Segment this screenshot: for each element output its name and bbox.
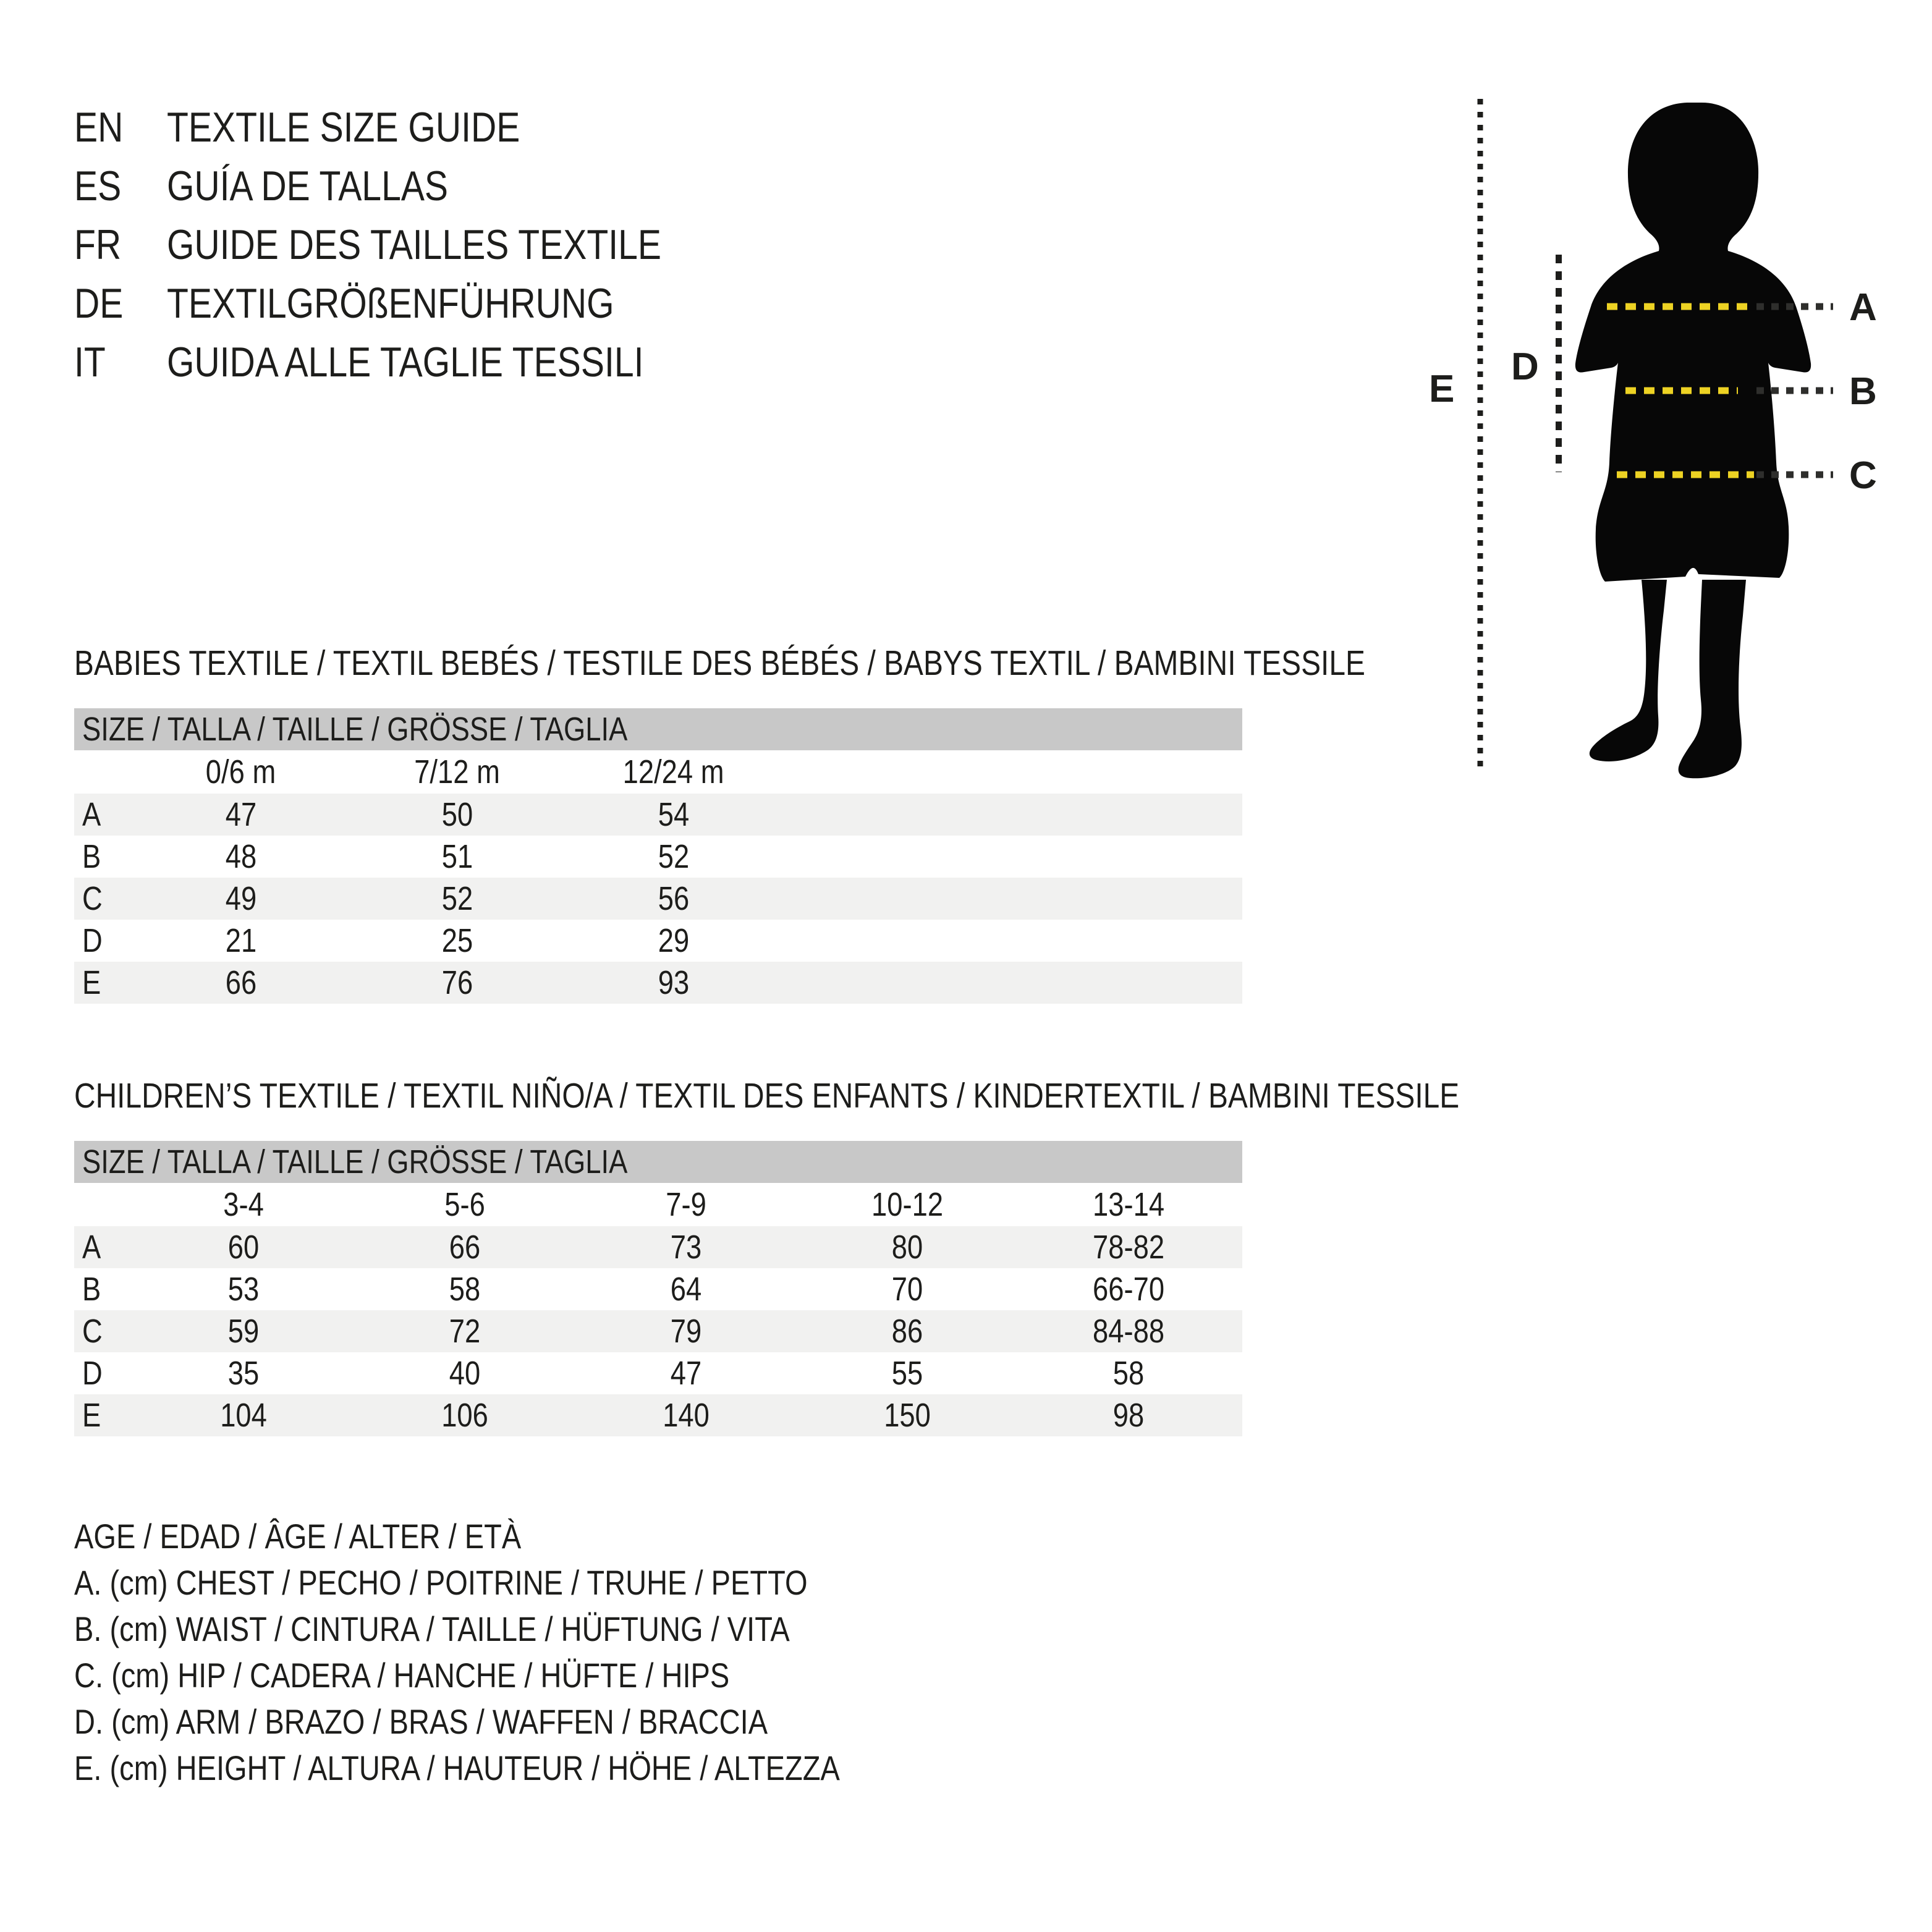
cell-value: 70 — [891, 1271, 923, 1308]
chest-label: A — [1849, 286, 1877, 329]
children-column-header-row — [74, 1183, 1242, 1226]
table-cell — [1018, 1228, 1239, 1266]
table-row — [74, 1268, 1242, 1310]
table-cell — [797, 1396, 1018, 1434]
cell-value: 54 — [658, 796, 690, 833]
table-cell — [349, 922, 566, 960]
cell-value: 73 — [670, 1229, 702, 1266]
cell-value: 106 — [441, 1397, 488, 1434]
language-title: TEXTILGRÖßENFÜHRUNG — [167, 279, 614, 327]
row-label: E — [82, 964, 101, 1001]
table-cell — [133, 964, 349, 1002]
babies-table-rows — [74, 794, 1242, 1004]
table-cell — [1018, 1354, 1239, 1392]
children-column-header-text: 10-12 — [871, 1186, 944, 1223]
cell-value: 72 — [449, 1313, 481, 1350]
table-cell — [133, 922, 349, 960]
cell-value: 59 — [227, 1313, 260, 1350]
table-cell — [797, 1312, 1018, 1350]
cell-value: 64 — [670, 1271, 702, 1308]
table-cell — [566, 879, 782, 918]
language-title-list — [74, 98, 755, 391]
cell-value: 66-70 — [1092, 1271, 1165, 1308]
table-cell — [575, 1270, 797, 1308]
table-cell — [1018, 1312, 1239, 1350]
table-cell — [797, 1228, 1018, 1266]
children-column-header-text: 13-14 — [1092, 1186, 1165, 1223]
cell-value: 58 — [449, 1271, 481, 1308]
height-label: E — [1429, 368, 1455, 410]
babies-column-header — [566, 753, 782, 791]
babies-size-header-text: SIZE / TALLA / TAILLE / GRÖSSE / TAGLIA — [82, 711, 628, 748]
table-cell — [566, 922, 782, 960]
legend-text: C. (cm) HIP / CADERA / HANCHE / HÜFTE / HIPS — [74, 1656, 730, 1695]
table-row — [74, 1310, 1242, 1352]
babies-column-header-text: 0/6 m — [206, 753, 276, 790]
cell-value: 104 — [220, 1397, 267, 1434]
babies-table-section — [74, 643, 1365, 1052]
table-cell — [133, 837, 349, 876]
row-label: A — [82, 1229, 101, 1266]
cell-value: 58 — [1112, 1355, 1145, 1392]
table-cell — [133, 1396, 354, 1434]
legend-line-age — [74, 1513, 986, 1559]
language-row — [74, 274, 755, 333]
language-code: FR — [74, 221, 122, 268]
table-cell — [133, 1354, 354, 1392]
hip-label: C — [1849, 454, 1877, 497]
row-label: D — [82, 1355, 103, 1392]
table-cell — [133, 795, 349, 834]
table-cell — [133, 879, 349, 918]
cell-value: 86 — [891, 1313, 923, 1350]
table-cell — [1018, 1270, 1239, 1308]
table-cell — [575, 1396, 797, 1434]
language-title: TEXTILE SIZE GUIDE — [167, 103, 520, 151]
table-row — [74, 1226, 1242, 1268]
cell-value: 79 — [670, 1313, 702, 1350]
babies-size-header-band — [74, 708, 1242, 750]
babies-column-header-row — [74, 750, 1242, 794]
children-table-title-text: CHILDREN’S TEXTILE / TEXTIL NIÑO/A / TEXTIL DES ENFANTS / KINDERTEXTIL / BAMBINI TESSILE — [74, 1076, 1460, 1116]
legend-text: B. (cm) WAIST / CINTURA / TAILLE / HÜFTUNG / VITA — [74, 1609, 790, 1648]
children-column-header-text: 7-9 — [666, 1186, 706, 1223]
language-row — [74, 215, 755, 274]
children-column-header — [133, 1185, 354, 1224]
legend-line-waist — [74, 1606, 986, 1652]
language-title: GUIDA ALLE TAGLIE TESSILI — [167, 338, 644, 386]
measurement-legend — [74, 1513, 986, 1791]
table-row — [74, 794, 1242, 836]
cell-value: 35 — [227, 1355, 260, 1392]
table-cell — [354, 1396, 575, 1434]
language-row — [74, 98, 755, 156]
measurement-figure — [1415, 93, 1910, 788]
row-label: B — [82, 838, 101, 875]
legend-line-arm — [74, 1698, 986, 1745]
table-row — [74, 836, 1242, 878]
table-cell — [133, 1228, 354, 1266]
babies-column-header — [349, 753, 566, 791]
table-row — [74, 962, 1242, 1004]
table-cell — [354, 1228, 575, 1266]
children-size-header-band — [74, 1141, 1242, 1183]
legend-text: A. (cm) CHEST / PECHO / POITRINE / TRUHE / PETTO — [74, 1563, 808, 1602]
cell-value: 50 — [441, 796, 473, 833]
cell-value: 51 — [441, 838, 473, 875]
cell-value: 40 — [449, 1355, 481, 1392]
children-table-title — [74, 1077, 1723, 1115]
row-label: C — [82, 880, 103, 917]
table-cell — [349, 837, 566, 876]
cell-value: 60 — [227, 1229, 260, 1266]
children-column-header — [354, 1185, 575, 1224]
legend-line-hip — [74, 1652, 986, 1698]
cell-value: 140 — [663, 1397, 710, 1434]
babies-table-title-text: BABIES TEXTILE / TEXTIL BEBÉS / TESTILE DES BÉBÉS / BABYS TEXTIL / BAMBINI TESSILE — [74, 643, 1365, 683]
cell-value: 93 — [658, 964, 690, 1001]
cell-value: 56 — [658, 880, 690, 917]
children-column-header — [1018, 1185, 1239, 1224]
cell-value: 29 — [658, 922, 690, 959]
cell-value: 55 — [891, 1355, 923, 1392]
table-cell — [575, 1228, 797, 1266]
cell-value: 47 — [670, 1355, 702, 1392]
legend-text: D. (cm) ARM / BRAZO / BRAS / WAFFEN / BRACCIA — [74, 1702, 768, 1741]
table-cell — [566, 964, 782, 1002]
babies-table-title — [74, 644, 1611, 682]
cell-value: 76 — [441, 964, 473, 1001]
babies-column-header — [133, 753, 349, 791]
arm-label: D — [1511, 345, 1539, 388]
children-column-header-text: 5-6 — [444, 1186, 485, 1223]
table-cell — [575, 1354, 797, 1392]
children-table-rows — [74, 1226, 1242, 1436]
row-label: E — [82, 1397, 101, 1434]
children-size-header-text: SIZE / TALLA / TAILLE / GRÖSSE / TAGLIA — [82, 1143, 628, 1180]
legend-line-height — [74, 1745, 986, 1791]
table-cell — [354, 1270, 575, 1308]
babies-column-header-text: 12/24 m — [623, 753, 724, 790]
table-row — [74, 1394, 1242, 1436]
table-cell — [797, 1270, 1018, 1308]
table-row — [74, 878, 1242, 920]
language-row — [74, 333, 755, 391]
cell-value: 66 — [225, 964, 257, 1001]
table-cell — [133, 1312, 354, 1350]
table-cell — [797, 1354, 1018, 1392]
row-label: C — [82, 1313, 103, 1350]
table-cell — [349, 879, 566, 918]
row-label: A — [82, 796, 101, 833]
language-title: GUÍA DE TALLAS — [167, 162, 449, 210]
babies-column-header-text: 7/12 m — [414, 753, 501, 790]
table-cell — [354, 1312, 575, 1350]
table-cell — [1018, 1396, 1239, 1434]
language-code: DE — [74, 279, 124, 327]
children-column-header — [797, 1185, 1018, 1224]
cell-value: 53 — [227, 1271, 260, 1308]
children-table-section — [74, 1076, 1460, 1485]
cell-value: 48 — [225, 838, 257, 875]
cell-value: 25 — [441, 922, 473, 959]
language-code: ES — [74, 162, 122, 210]
cell-value: 21 — [225, 922, 257, 959]
table-cell — [566, 837, 782, 876]
table-cell — [349, 964, 566, 1002]
cell-value: 47 — [225, 796, 257, 833]
legend-text: AGE / EDAD / ÂGE / ALTER / ETÀ — [74, 1517, 522, 1556]
table-row — [74, 920, 1242, 962]
table-row — [74, 1352, 1242, 1394]
cell-value: 98 — [1112, 1397, 1145, 1434]
table-cell — [566, 795, 782, 834]
row-label: B — [82, 1271, 101, 1308]
cell-value: 78-82 — [1092, 1229, 1165, 1266]
language-title: GUIDE DES TAILLES TEXTILE — [167, 221, 661, 268]
cell-value: 84-88 — [1092, 1313, 1165, 1350]
waist-label: B — [1849, 370, 1877, 413]
table-cell — [575, 1312, 797, 1350]
table-cell — [133, 1270, 354, 1308]
cell-value: 80 — [891, 1229, 923, 1266]
cell-value: 66 — [449, 1229, 481, 1266]
table-cell — [349, 795, 566, 834]
table-cell — [354, 1354, 575, 1392]
cell-value: 150 — [884, 1397, 931, 1434]
cell-value: 52 — [441, 880, 473, 917]
children-column-header — [575, 1185, 797, 1224]
cell-value: 49 — [225, 880, 257, 917]
row-label: D — [82, 922, 103, 959]
legend-text: E. (cm) HEIGHT / ALTURA / HAUTEUR / HÖHE / ALTEZZA — [74, 1748, 840, 1787]
language-row — [74, 156, 755, 215]
children-column-header-text: 3-4 — [223, 1186, 264, 1223]
language-code: EN — [74, 103, 124, 151]
language-code: IT — [74, 338, 106, 386]
legend-line-chest — [74, 1559, 986, 1606]
cell-value: 52 — [658, 838, 690, 875]
